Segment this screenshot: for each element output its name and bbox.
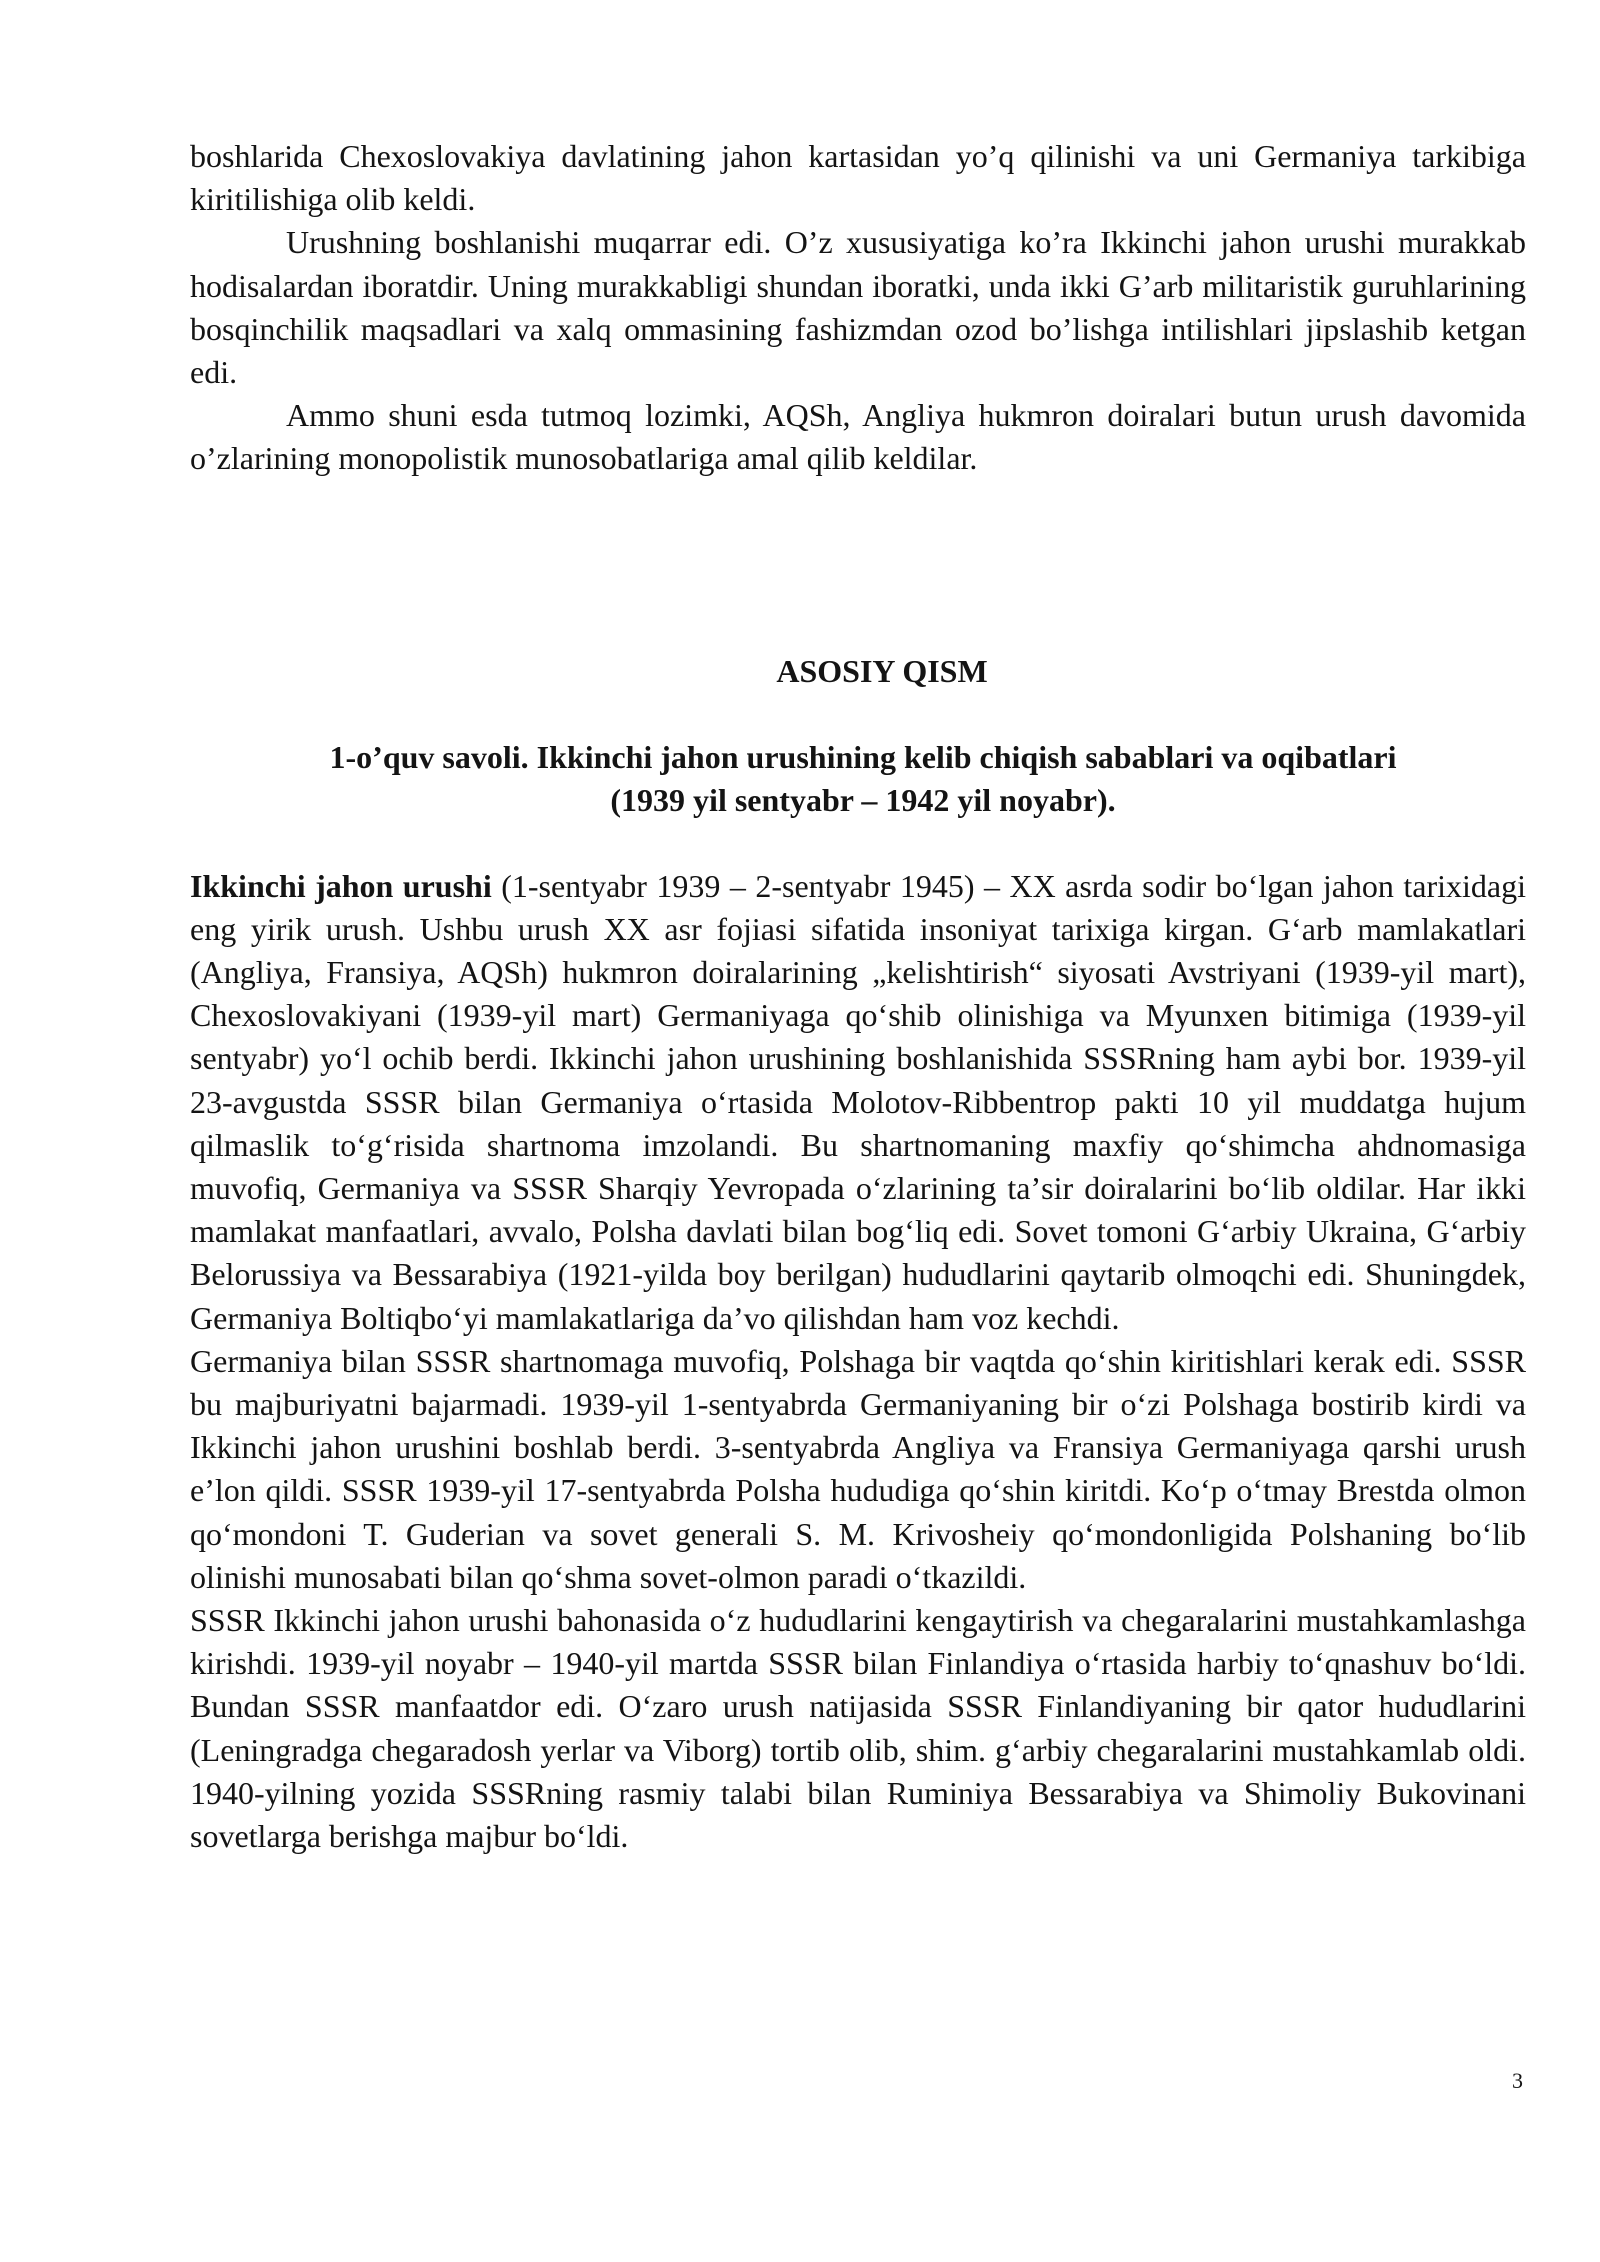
heading-spacer (190, 693, 1526, 736)
term-ikkinchi-jahon-urushi: Ikkinchi jahon urushi (190, 867, 492, 904)
section-spacer (190, 481, 1526, 650)
section-heading: ASOSIY QISM (776, 652, 988, 689)
body-paragraph-3: SSSR Ikkinchi jahon urushi bahonasida oʻz hududlarini kengaytirish va chegaralarini mustahkamlashga kirishdi. 1939-yil noyabr – 1940-yil martda SSSR bilan Finlandiya oʻrtasida harbiy toʻqnashuv boʻldi. Bundan SSSR manfaatdor edi. Oʻzaro urush natijasida SSSR Finlandiyaning bir qator hududlarini (Leningradga chegaradosh yerlar va Viborg) tortib olib, shim. gʻarbiy chegaralarini mustahkamlab oldi. 1940-yilning yozida SSSRning rasmiy talabi bilan Ruminiya Bessarabiya va Shimoliy Bukovinani sovetlarga berishga majbur boʻldi. (190, 1602, 1526, 1855)
question-heading-line-1: 1-o’quv savoli. Ikkinchi jahon urushining kelib chiqish sabablari va oqibatlari (329, 738, 1397, 775)
body-paragraph-2: Germaniya bilan SSSR shartnomaga muvofiq, Polshaga bir vaqtda qoʻshin kiritishlari kerak edi. SSSR bu majburiyatni bajarmadi. 1939-yil 1-sentyabrda Germaniyaning bir oʻzi Polshaga bostirib kirdi va Ikkinchi jahon urushini boshlab berdi. 3-sentyabrda Angliya va Fransiya Germaniyaga qarshi urush e’lon qildi. SSSR 1939-yil 17-sentyabrda Polsha hududiga qoʻshin kiritdi. Koʻp oʻtmay Brestda olmon qoʻmondoni T. Guderian va sovet generali S. M. Krivosheiy qoʻmondonligida Polshaning boʻlib olinishi munosabati bilan qoʻshma sovet-olmon paradi oʻtkazildi. (190, 1342, 1526, 1595)
intro-paragraph-3: Ammo shuni esda tutmoq lozimki, AQSh, Angliya hukmron doiralari butun urush davomida o’zlarining monopolistik munosobatlariga amal qilib keldilar. (190, 397, 1526, 477)
document-page (190, 135, 1526, 1858)
body-paragraph-1 (190, 865, 1526, 1340)
question-heading (190, 736, 1526, 822)
body-paragraph-1-text: (1-sentyabr 1939 – 2-sentyabr 1945) – XX asrda sodir boʻlgan jahon tarixidagi eng yirik urush. Ushbu urush XX asr fojiasi sifatida insoniyat tarixiga kirgan. Gʻarb mamlakatlari (Angliya, Fransiya, AQSh) hukmron doiralarining „kelishtirish“ siyosati Avstriyani (1939-yil mart), Chexoslovakiyani (1939-yil mart) Germaniyaga qoʻshib olinishiga va Myunxen bitimiga (1939-yil sentyabr) yoʻl ochib berdi. Ikkinchi jahon urushining boshlanishida SSSRning ham aybi bor. 1939-yil 23-avgustda SSSR bilan Germaniya oʻrtasida Molotov-Ribbentrop pakti 10 yil muddatga hujum qilmaslik toʻgʻrisida shartnoma imzolandi. Bu shartnomaning maxfiy qoʻshimcha ahdnomasiga muvofiq, Germaniya va SSSR Sharqiy Yevropada oʻzlarining taʼsir doiralarini boʻlib oldilar. Har ikki mamlakat manfaatlari, avvalo, Polsha davlati bilan bogʻliq edi. Sovet tomoni Gʻarbiy Ukraina, Gʻarbiy Belorussiya va Bessarabiya (1921-yilda boy berilgan) hududlarini qaytarib olmoqchi edi. Shuningdek, Germaniya Boltiqboʻyi mamlakatlariga daʼvo qilishdan ham voz kechdi. (190, 867, 1527, 1336)
intro-paragraph-2: Urushning boshlanishi muqarrar edi. O’z xususiyatiga ko’ra Ikkinchi jahon urushi murakkab hodisalardan iboratdir. Uning murakkabligi shundan iboratki, unda ikki G’arb militaristik guruhlarining bosqinchilik maqsadlari va xalq ommasining fashizmdan ozod bo’lishga intilishlari jipslashib ketgan edi. (190, 224, 1526, 391)
question-heading-line-2: (1939 yil sentyabr – 1942 yil noyabr). (610, 781, 1116, 818)
intro-paragraph-1: boshlarida Chexoslovakiya davlatining jahon kartasidan yo’q qilinishi va uni Germaniya tarkibiga kiritilishiga olib keldi. (190, 138, 1526, 218)
page-number: 3 (1512, 2068, 1523, 2093)
question-spacer (190, 822, 1526, 865)
